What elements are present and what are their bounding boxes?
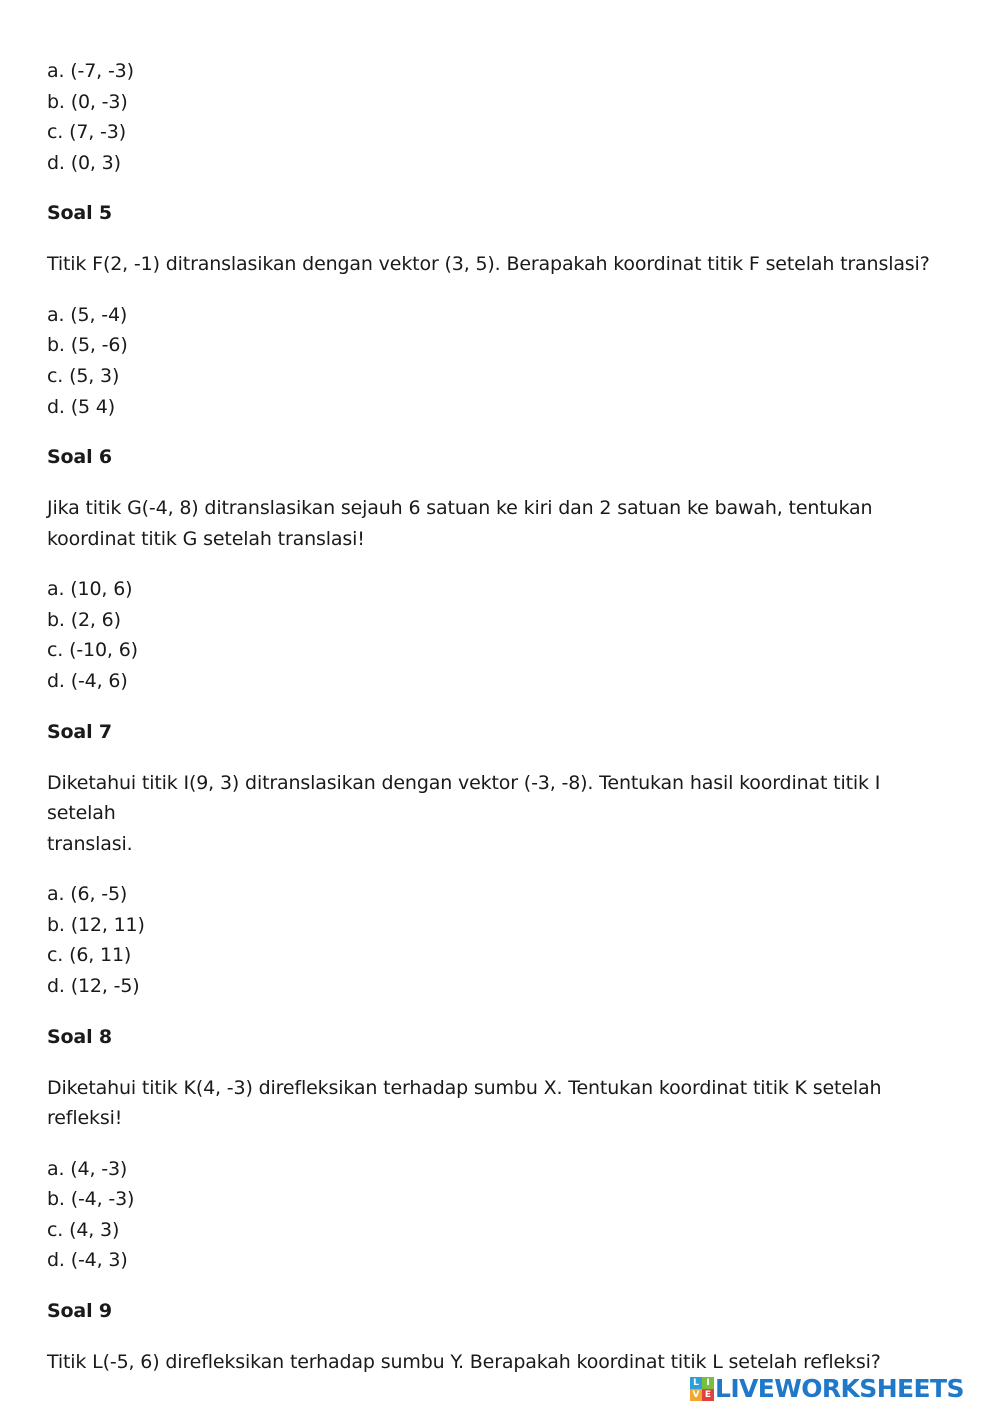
answer-options [47,574,952,696]
question-title: Soal 9 [47,1299,113,1322]
option-b: b. (12, 11) [47,913,145,936]
question-text-line: Diketahui titik K(4, -3) direfleksikan terhadap sumbu X. Tentukan koordinat titik K setelah [47,1076,882,1099]
question-text [47,493,952,554]
option-a: a. (-7, -3) [47,60,134,82]
option-c: c. (6, 11) [47,944,132,967]
option-a: a. (6, -5) [47,883,128,906]
question-text: Titik F(2, -1) ditranslasikan dengan vektor (3, 5). Berapakah koordinat titik F setelah translasi? [47,253,930,276]
liveworksheets-logo [690,1374,964,1404]
option-b: b. (0, -3) [47,90,128,113]
question-title: Soal 5 [47,202,113,225]
option-d: d. (-4, 6) [47,670,128,693]
liveworksheets-logo-icon: L I V E [690,1377,714,1401]
question-title: Soal 8 [47,1025,113,1048]
question-text-line: Diketahui titik I(9, 3) ditranslasikan dengan vektor (-3, -8). Tentukan hasil koordinat titik I setelah [47,771,881,825]
option-d: d. (-4, 3) [47,1249,128,1272]
answer-options [47,300,952,422]
option-d: d. (0, 3) [47,151,121,174]
logo-wordmark: LIVEWORKSHEETS [715,1374,964,1403]
answer-options [47,879,952,1001]
option-a: a. (5, -4) [47,303,128,326]
option-c: c. (7, -3) [47,121,126,144]
option-b: b. (5, -6) [47,334,128,357]
question-text-line: refleksi! [47,1107,123,1129]
question-text-line: Jika titik G(-4, 8) ditranslasikan sejauh 6 satuan ke kiri dan 2 satuan ke bawah, tentukan [47,497,873,520]
option-b: b. (-4, -3) [47,1188,135,1211]
option-d: d. (12, -5) [47,974,140,997]
question-text-line: koordinat titik G setelah translasi! [47,527,365,550]
option-b: b. (2, 6) [47,608,121,631]
option-a: a. (10, 6) [47,578,133,601]
question-text [47,768,952,860]
option-c: c. (5, 3) [47,365,120,388]
option-d: d. (5 4) [47,395,115,418]
worksheet-content [47,56,952,1377]
question-title: Soal 7 [47,720,113,743]
answer-options [47,56,952,178]
question-text-line: translasi. [47,832,133,855]
option-c: c. (-10, 6) [47,639,138,662]
question-text: Titik L(-5, 6) direfleksikan terhadap sumbu Y. Berapakah koordinat titik L setelah refleksi? [47,1350,881,1373]
option-c: c. (4, 3) [47,1218,120,1241]
question-text [47,1073,952,1134]
option-a: a. (4, -3) [47,1157,128,1180]
answer-options [47,1154,952,1276]
question-title: Soal 6 [47,446,113,469]
